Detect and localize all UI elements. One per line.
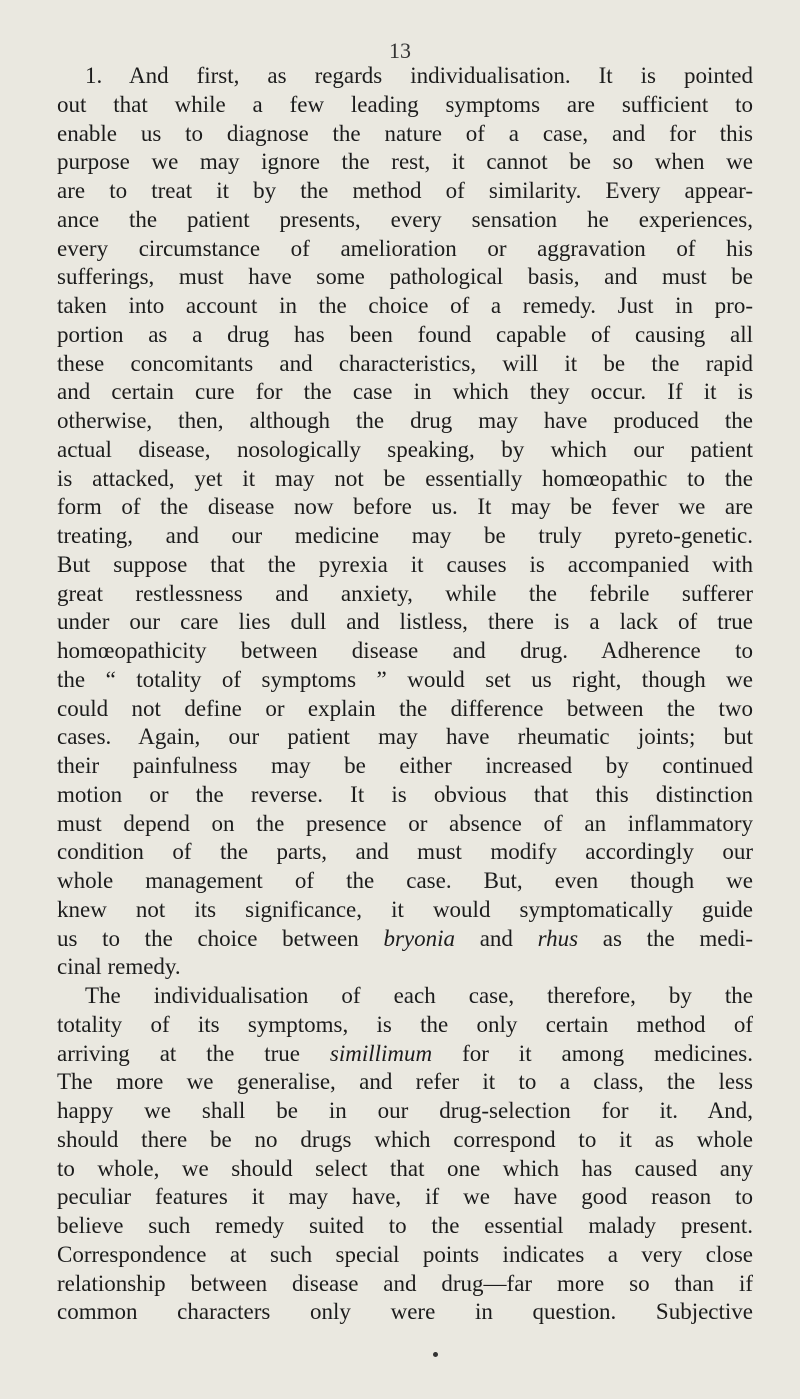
text-line: condition of the parts, and must modify accordingly our	[57, 839, 753, 865]
body-text	[57, 62, 753, 1327]
text-line: taken into account in the choice of a remedy. Just in pro-	[57, 293, 753, 318]
text-line: homœopathicity between disease and drug. Adherence to	[57, 638, 753, 663]
text-line: these concomitants and characteristics, will it be the rapid	[57, 350, 753, 376]
text-line: portion as a drug has been found capable of causing all	[57, 321, 753, 347]
text-line: cinal remedy.	[57, 954, 181, 980]
text-line: the “ totality of symptoms ” would set us right, though we	[57, 666, 753, 692]
text-line: believe such remedy suited to the essential malady present.	[57, 1213, 753, 1238]
text-line: must depend on the presence or absence of an inflammatory	[57, 810, 753, 836]
text-line: purpose we may ignore the rest, it cannot be so when we	[57, 149, 753, 175]
text-line: cases. Again, our patient may have rheumatic joints; but	[57, 724, 753, 750]
page-number: 13	[389, 38, 411, 63]
text-line: form of the disease now before us. It may be fever we are	[57, 494, 753, 520]
text-line: under our care lies dull and listless, there is a lack of true	[57, 609, 753, 635]
text-line: treating, and our medicine may be truly pyreto-genetic.	[57, 523, 753, 548]
text-line: enable us to diagnose the nature of a case, and for this	[57, 120, 753, 146]
text-line: should there be no drugs which correspond to it as whole	[57, 1126, 753, 1152]
text-line: great restlessness and anxiety, while the febrile sufferer	[57, 580, 753, 606]
text-line: out that while a few leading symptoms are sufficient to	[57, 91, 753, 117]
text-line: actual disease, nosologically speaking, by which our patient	[57, 436, 753, 462]
text-line: relationship between disease and drug—far more so than if	[57, 1270, 753, 1296]
text-line: sufferings, must have some pathological basis, and must be	[57, 264, 753, 290]
text-line: common characters only were in question. Subjective	[57, 1299, 753, 1325]
text-line: could not define or explain the difference between the two	[57, 695, 753, 721]
text-line: The individualisation of each case, therefore, by the	[85, 983, 753, 1008]
text-line: The more we generalise, and refer it to a class, the less	[57, 1069, 753, 1095]
text-line: Correspondence at such special points indicates a very close	[57, 1241, 753, 1267]
ink-speck	[433, 1352, 438, 1357]
text-line: is attacked, yet it may not be essentially homœopathic to the	[57, 465, 753, 491]
text-line: peculiar features it may have, if we have good reason to	[57, 1184, 753, 1210]
text-line: us to the choice between bryonia and rhus as the medi-	[57, 925, 753, 951]
text-line: ance the patient presents, every sensation he experiences,	[57, 206, 753, 232]
text-line: their painfulness may be either increased by continued	[57, 753, 753, 778]
text-line: every circumstance of amelioration or aggravation of his	[57, 235, 753, 261]
text-line: But suppose that the pyrexia it causes is accompanied with	[57, 551, 753, 577]
text-line: happy we shall be in our drug-selection for it. And,	[57, 1098, 753, 1123]
text-line: whole management of the case. But, even though we	[57, 868, 753, 893]
text-line: arriving at the true simillimum for it among medicines.	[57, 1040, 753, 1066]
text-line: and certain cure for the case in which they occur. If it is	[57, 379, 753, 405]
text-line: motion or the reverse. It is obvious that this distinction	[57, 781, 753, 807]
text-line: to whole, we should select that one which has caused any	[57, 1155, 753, 1181]
text-line: 1. And first, as regards individualisation. It is pointed	[85, 63, 753, 88]
text-line: otherwise, then, although the drug may have produced the	[57, 408, 753, 433]
text-line: knew not its significance, it would symptomatically guide	[57, 896, 753, 922]
text-line: totality of its symptoms, is the only certain method of	[57, 1011, 753, 1037]
text-line: are to treat it by the method of similarity. Every appear-	[57, 178, 753, 203]
